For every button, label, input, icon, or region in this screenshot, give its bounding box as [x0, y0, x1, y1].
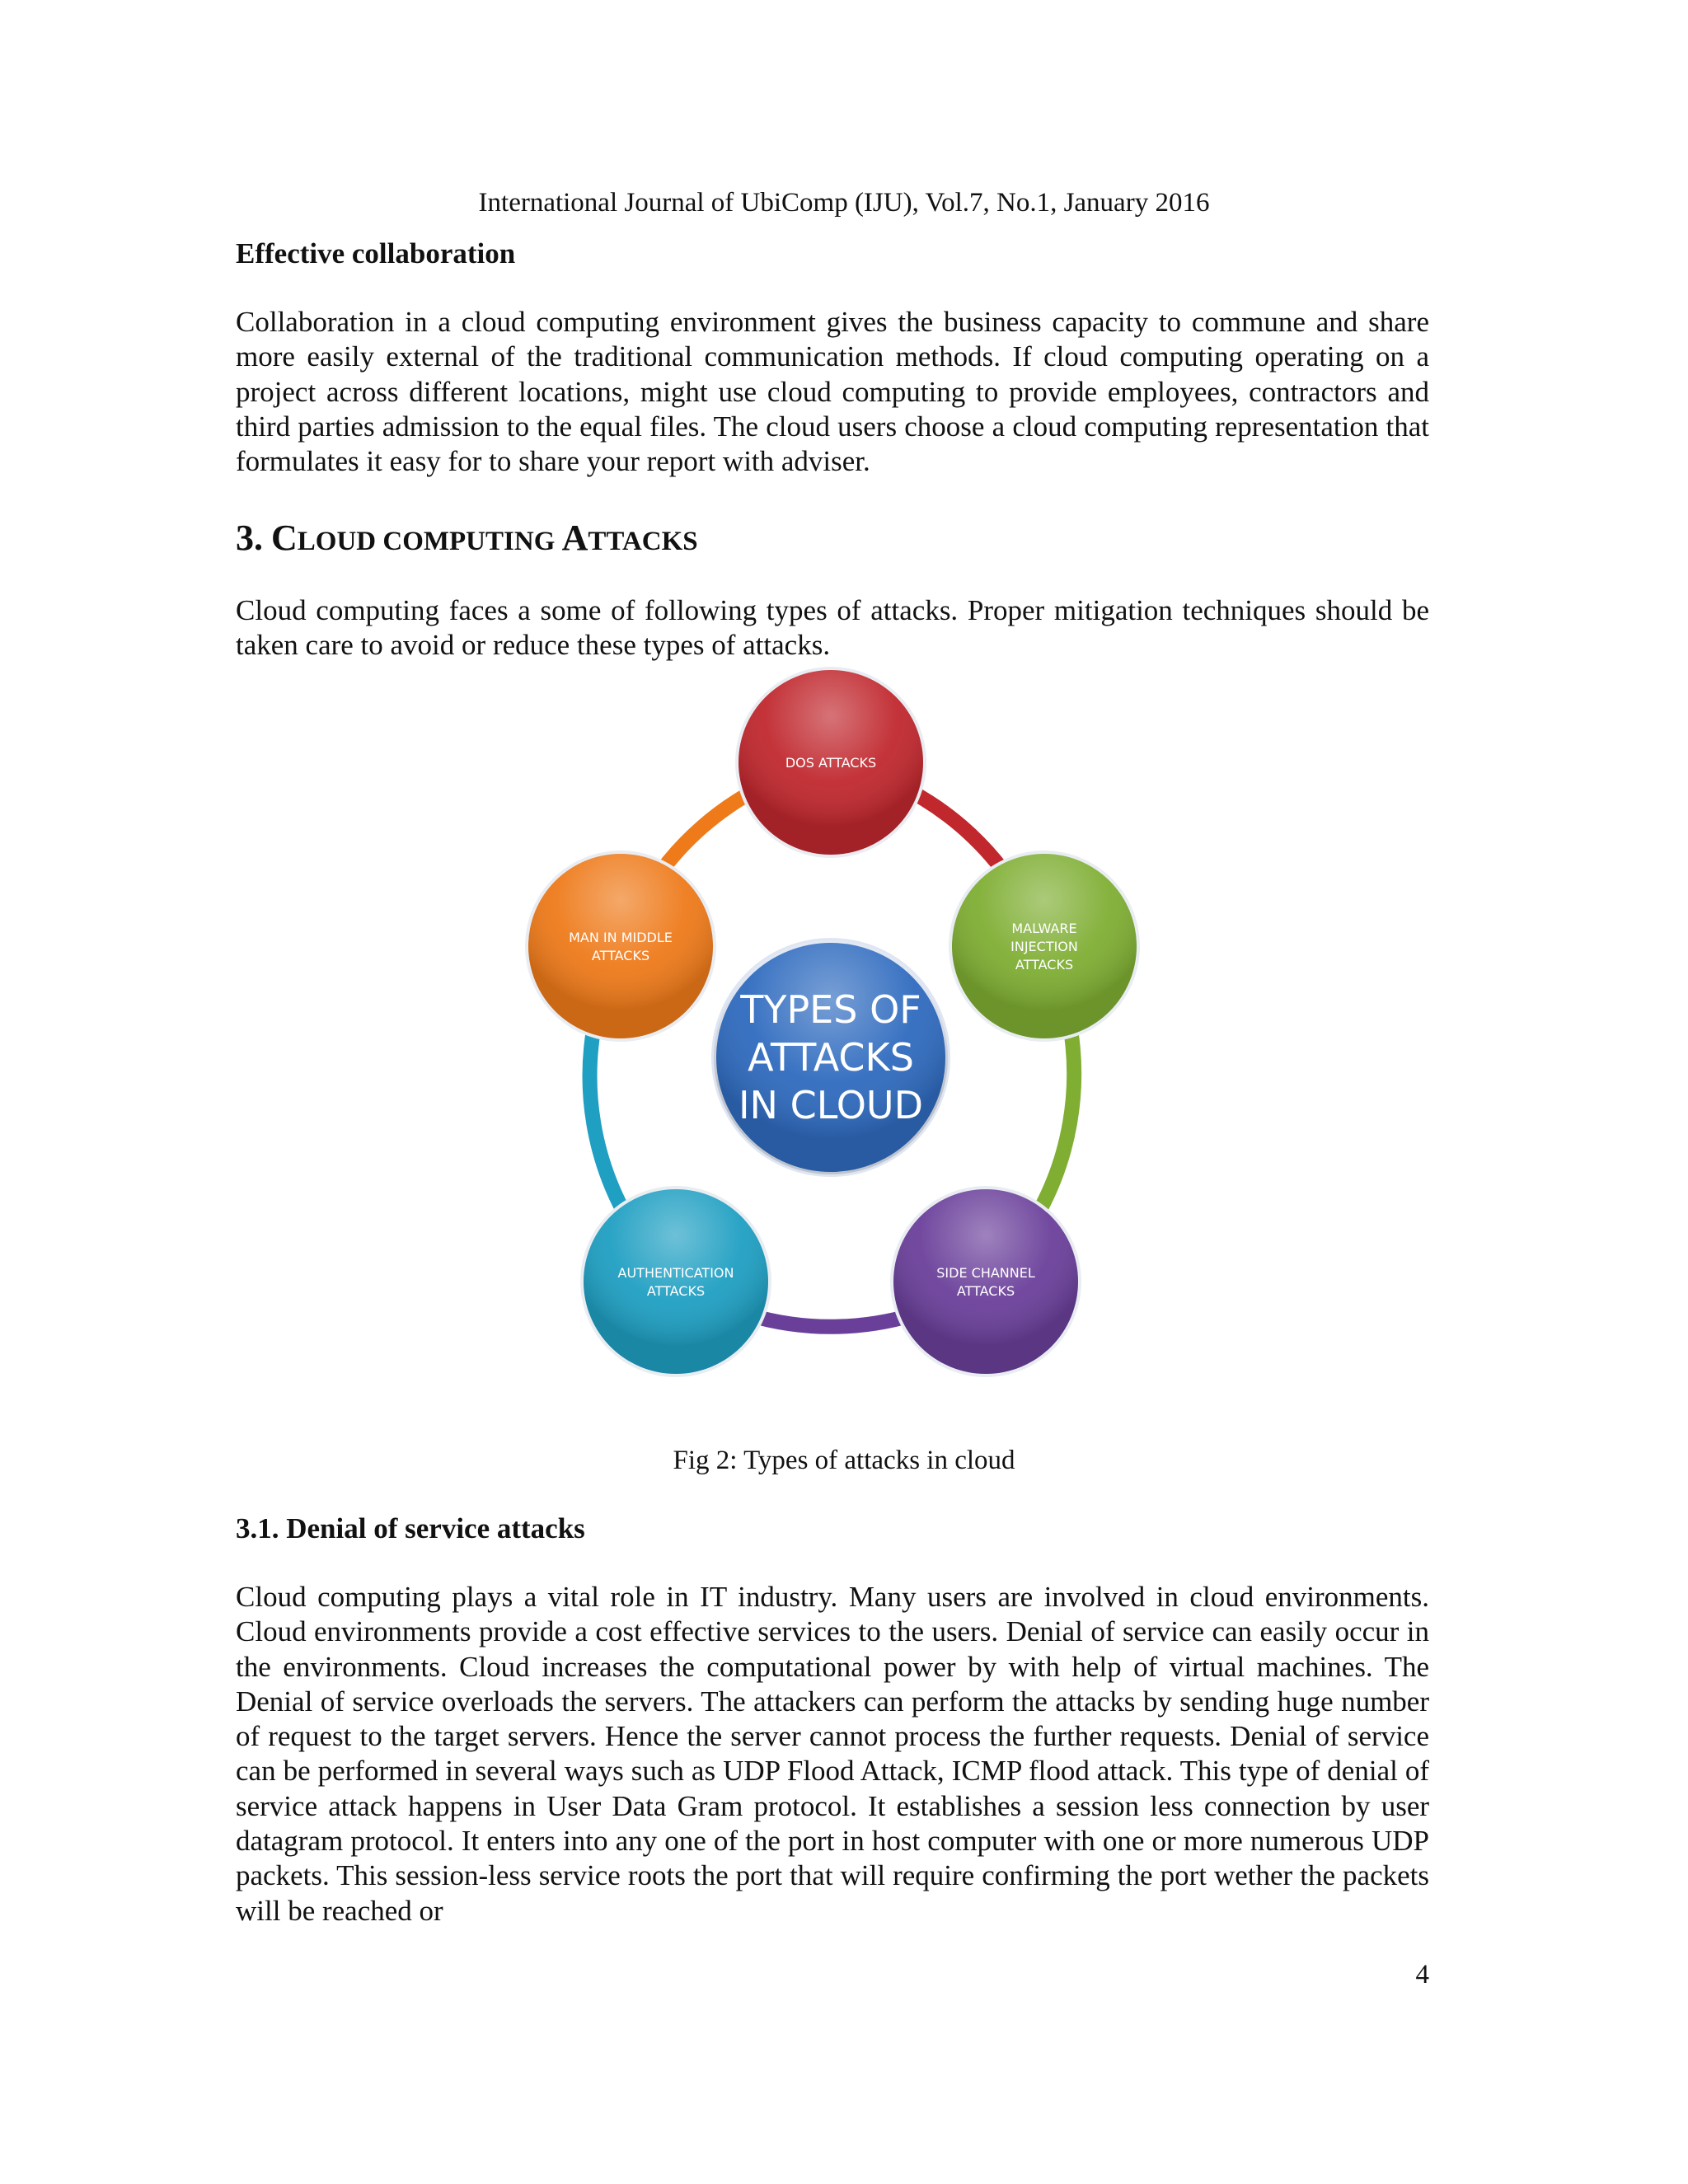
node-man-in-middle: [525, 851, 716, 1042]
figure-caption: Fig 2: Types of attacks in cloud: [673, 1446, 1015, 1475]
section-heading-cloud-attacks: [236, 515, 698, 565]
paragraph-line: Cloud computing plays a vital role in IT industry. Many users are involved in cloud: [236, 1581, 1254, 1613]
heading-cap: C: [271, 518, 298, 558]
paragraph-line: share more easily external of the traditional communication methods. If cloud computing: [236, 306, 1429, 373]
heading-cap: A: [561, 518, 588, 558]
paragraph-line: environments. Cloud environments provide a cost effective services to the users. Denial of: [236, 1581, 1430, 1648]
node-label-line: DOS ATTACKS: [785, 755, 877, 771]
node-label-line: AUTHENTICATION: [617, 1265, 734, 1281]
node-label-line: ATTACKS: [646, 1283, 706, 1299]
paragraph-line: any one of the port in host computer with one or more numerous UDP packets. This session-less: [236, 1825, 1430, 1892]
paragraph-line: Flood Attack, ICMP flood attack. This type of denial of service attack happens in User Data: [236, 1755, 1430, 1822]
subsection-title-dos: 3.1. Denial of service attacks: [236, 1512, 585, 1544]
attack-types-diagram: [445, 663, 1236, 1405]
page-number: 4: [1415, 1960, 1429, 1990]
node-malware: [949, 851, 1140, 1042]
journal-header: International Journal of UbiComp (IJU), Vol.7, No.1, January 2016: [478, 188, 1210, 218]
subsection-title-collaboration: Effective collaboration: [236, 237, 516, 269]
paragraph-line: Collaboration in a cloud computing environment gives the business capacity to commune and: [236, 306, 1358, 338]
paragraph-line: service roots the port that will require confirming the port wether the packets will be reached or: [236, 1859, 1429, 1927]
paragraph-line: operating on a project across different locations, might use cloud computing to provide: [236, 340, 1430, 408]
node-authentication: [580, 1186, 771, 1377]
node-label-line: ATTACKS: [1015, 957, 1074, 972]
dos-paragraph: [236, 1580, 1429, 1929]
paragraph-line: process the further requests. Denial of service can be performed in several ways such as UDP: [236, 1720, 1429, 1788]
node-label-line: ATTACKS: [591, 948, 650, 963]
center-label-line: IN CLOUD: [738, 1083, 924, 1127]
center-label: [738, 987, 923, 1127]
collaboration-paragraph: [236, 305, 1429, 479]
heading-rest: LOUD COMPUTING: [297, 527, 562, 556]
node-label-line: MALWARE: [1011, 921, 1077, 936]
node-label-line: MAN IN MIDDLE: [569, 930, 673, 945]
node-label-line: INJECTION: [1010, 939, 1078, 954]
paragraph-line: help of virtual machines. The Denial of service overloads the servers. The attackers can perform: [236, 1650, 1430, 1718]
paragraph-line: employees, contractors and third parties admission to the equal files. The cloud users choose a: [236, 375, 1429, 443]
node-side-channel: [890, 1186, 1081, 1377]
center-label-line: TYPES OF: [740, 987, 921, 1032]
center-label-line: ATTACKS: [748, 1035, 914, 1080]
node-dos: [735, 667, 926, 858]
paragraph-line: be taken care to avoid or reduce these types of attacks.: [236, 594, 1430, 662]
paragraph-line: cloud computing representation that formulates it easy for to share your report with adviser.: [236, 410, 1429, 478]
node-label-line: ATTACKS: [956, 1283, 1015, 1299]
center-circle: [714, 940, 948, 1174]
section-number: 3.: [236, 518, 263, 558]
node-label-line: SIDE CHANNEL: [936, 1265, 1035, 1281]
paragraph-line: Cloud computing faces a some of following types of attacks. Proper mitigation techniques should: [236, 594, 1393, 626]
paragraph-line: Gram protocol. It establishes a session less connection by user datagram protocol. It enters into: [236, 1789, 1430, 1858]
node-label-malware: [1010, 921, 1078, 972]
paragraph-line: the attacks by sending huge number of request to the target servers. Hence the server cannot: [236, 1685, 1429, 1753]
paragraph-line: service can easily occur in the environments. Cloud increases the computational power by with: [236, 1615, 1429, 1683]
node-label-dos: [785, 755, 876, 771]
intro-paragraph: [236, 593, 1429, 663]
heading-rest: TTACKS: [588, 527, 698, 556]
